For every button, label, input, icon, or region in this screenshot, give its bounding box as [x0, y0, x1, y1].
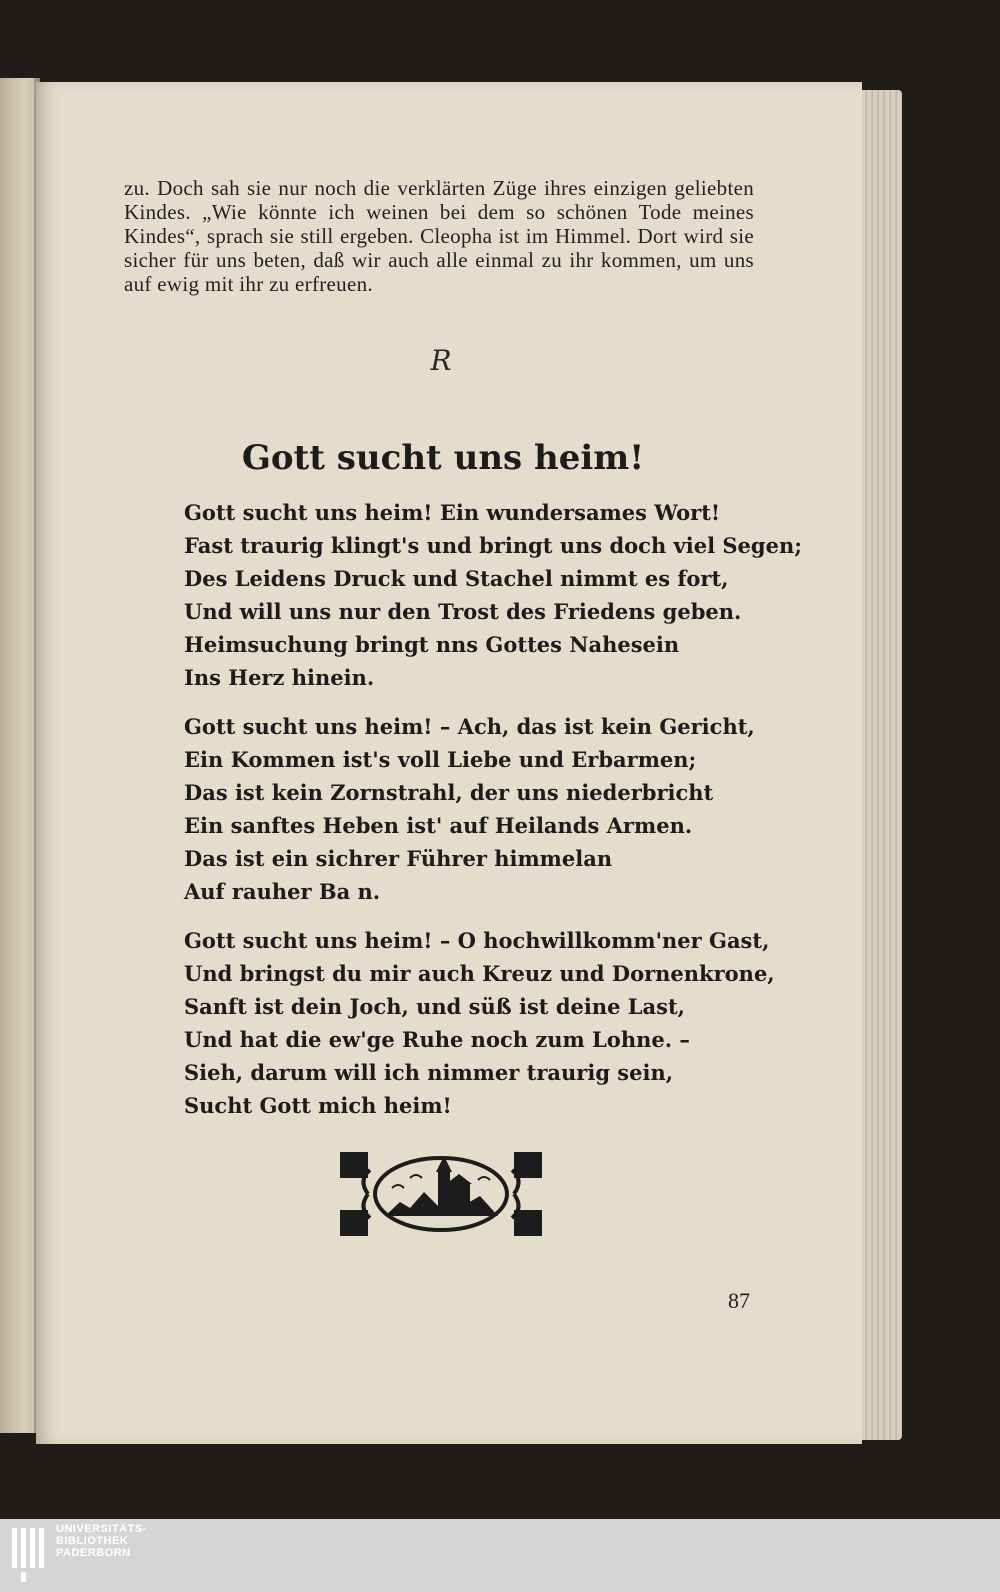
- poem-line: Und hat die ew'ge Ruhe noch zum Lohne. –: [184, 1027, 690, 1052]
- prose-block: [124, 176, 754, 296]
- poem-line: Gott sucht uns heim! Ein wundersames Wort!: [184, 500, 721, 525]
- poem-line: Und bringst du mir auch Kreuz und Dornenkrone,: [184, 961, 775, 986]
- poem-line: Ins Herz hinein.: [184, 665, 375, 690]
- poem-line: Ein sanftes Heben ist' auf Heilands Armen.: [184, 813, 693, 838]
- left-page-edge: [0, 78, 40, 1433]
- poem-title: Gott sucht uns heim!: [241, 438, 645, 478]
- poem-line: Auf rauher Ba n.: [184, 879, 381, 904]
- poem-line: Fast traurig klingt's und bringt uns doch viel Segen;: [184, 533, 802, 558]
- section-separator-glyph: R: [430, 344, 452, 377]
- poem-stanza-1: [184, 496, 802, 694]
- church-vignette-ornament: [340, 1148, 542, 1240]
- library-logo-text: [56, 1523, 147, 1559]
- poem-line: Das ist ein sichrer Führer himmelan: [184, 846, 613, 871]
- page-number: 87: [728, 1288, 750, 1313]
- poem: [184, 496, 802, 1138]
- poem-line: Sucht Gott mich heim!: [184, 1093, 452, 1118]
- poem-line: Sanft ist dein Joch, und süß ist deine Last,: [184, 994, 685, 1019]
- poem-line: Ein Kommen ist's voll Liebe und Erbarmen;: [184, 747, 697, 772]
- poem-line: Gott sucht uns heim! – Ach, das ist kein Gericht,: [184, 714, 755, 739]
- poem-stanza-3: [184, 924, 775, 1122]
- poem-line: Des Leidens Druck und Stachel nimmt es fort,: [184, 566, 729, 591]
- poem-stanza-2: [184, 710, 755, 908]
- poem-line: Und will uns nur den Trost des Friedens geben.: [184, 599, 742, 624]
- library-footer-bar: [0, 1519, 1000, 1592]
- prose-paragraph: zu. Doch sah sie nur noch die verklärten Züge ihres einzigen geliebten Kindes. „Wie könnte ich weinen bei dem so schönen Tode meines Kindes“, sprach sie still ergeben. Cleopha ist im Himmel. Dort wird sie sicher für uns beten, daß wir auch alle einmal zu ihr kommen, um uns auf ewig mit ihr zu erfreuen.: [124, 176, 754, 296]
- poem-line: Sieh, darum will ich nimmer traurig sein,: [184, 1060, 674, 1085]
- logo-line: PADERBORN: [56, 1547, 131, 1559]
- logo-line: BIBLIOTHEK: [56, 1535, 129, 1547]
- poem-line: Heimsuchung bringt nns Gottes Nahesein: [184, 632, 680, 657]
- poem-line: Gott sucht uns heim! – O hochwillkomm'ner Gast,: [184, 928, 770, 953]
- library-logo-icon: [10, 1524, 46, 1584]
- poem-line: Das ist kein Zornstrahl, der uns niederbricht: [184, 780, 714, 805]
- logo-line: UNIVERSITÄTS-: [56, 1523, 147, 1535]
